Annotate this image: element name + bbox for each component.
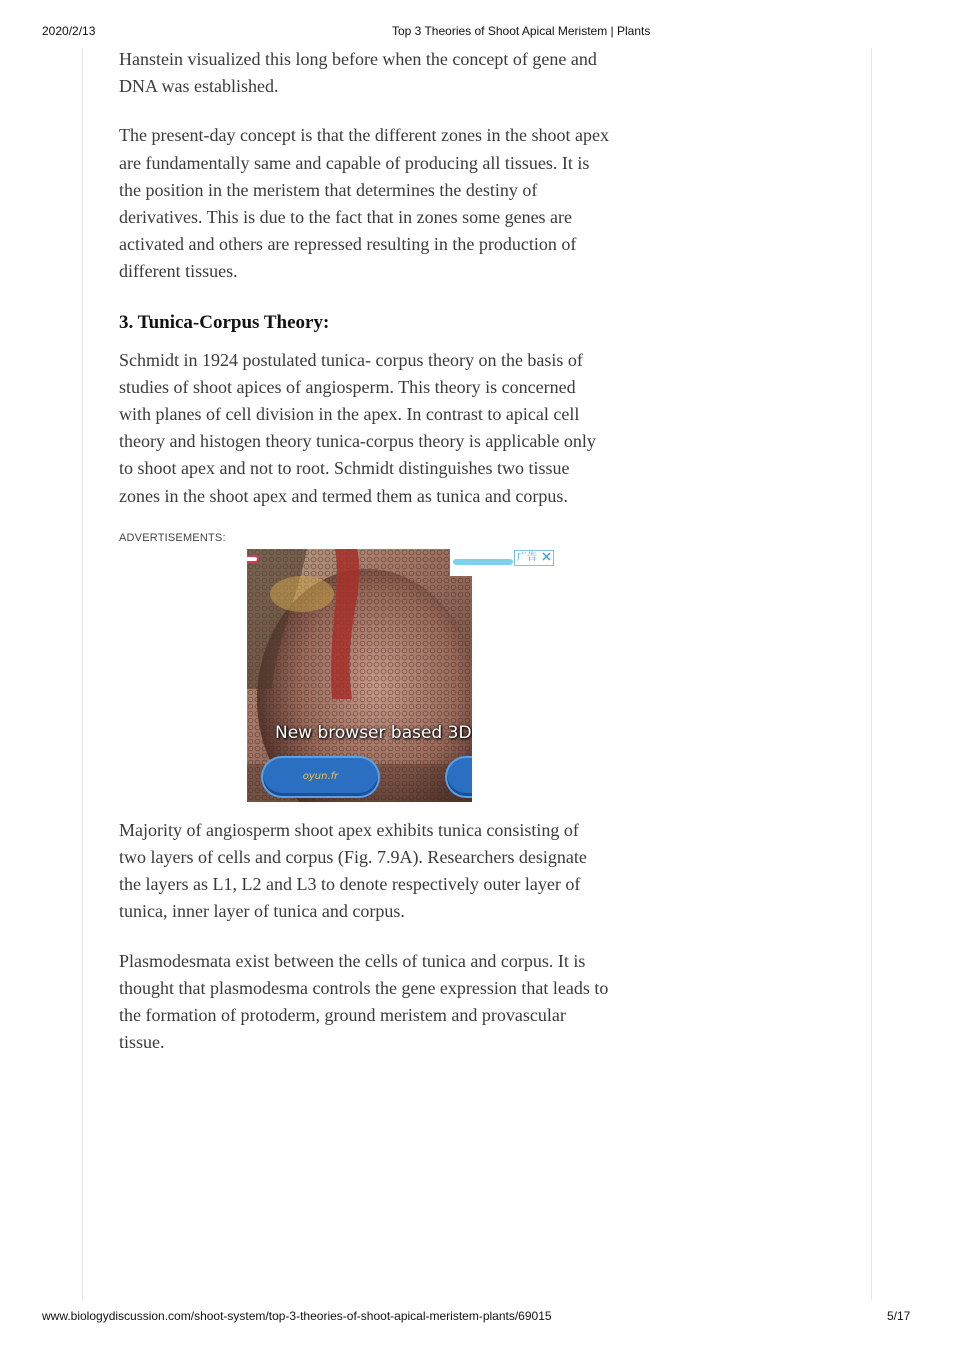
ad-choice-badge[interactable] [514,550,554,566]
ad-marker [247,555,259,563]
article-paragraph: The present-day concept is that the different zones in the shoot apex are fundamentally same and capable of producing all tissues. It is the position in the meristem that determines the destiny of derivatives. This is due to the fact that in zones some genes are activated and others are repressed resulting in the production of different tissues. [119,125,609,282]
article-paragraph: Hanstein visualized this long before when the concept of gene and DNA was established. [119,49,597,97]
section-heading: 3. Tunica-Corpus Theory: [119,311,330,333]
print-url: www.biologydiscussion.com/shoot-system/top-3-theories-of-shoot-apical-meristem-plants/69015 [42,1309,552,1323]
ad-badge-label: 广告 [517,551,537,563]
ad-headline: New browser based 3D [275,722,472,743]
left-border-line [82,48,83,1300]
article-paragraph: Majority of angiosperm shoot apex exhibits tunica consisting of two layers of cells and corpus (Fig. 7.9A). Researchers designate the layers as L1, L2 and L3 to denote respectively outer layer of tunica, inner layer of tunica and corpus. [119,819,587,922]
advertisements-label: ADVERTISEMENTS: [119,531,226,544]
article-paragraph: Plasmodesmata exist between the cells of tunica and corpus. It is thought that plasmodesma controls the gene expression that leads to the formation of protoderm, ground meristem and provascular tissue. [119,950,609,1053]
print-page-title: Top 3 Theories of Shoot Apical Meristem | Plants [392,24,651,38]
close-icon[interactable] [542,552,551,561]
ad-cta-label: oyun.fr [302,770,339,782]
article-body [119,46,609,1056]
ad-banner[interactable] [247,549,472,802]
advertisement-block [119,549,609,805]
print-date: 2020/2/13 [42,24,96,38]
ad-cta-button[interactable] [263,758,378,796]
article-paragraph: Schmidt in 1924 postulated tunica- corpus theory on the basis of studies of shoot apices of angiosperm. This theory is concerned with planes of cell division in the apex. In contrast to apical cell theory and histogen theory tunica-corpus theory is applicable only to shoot apex and not to root. Schmidt distinguishes two tissue zones in the shoot apex and termed them as tunica and corpus. [119,349,596,506]
ad-topbar [450,549,550,576]
print-page-number: 5/17 [887,1309,911,1323]
ad-progress-bar [453,559,513,565]
right-border-line [871,48,872,1300]
